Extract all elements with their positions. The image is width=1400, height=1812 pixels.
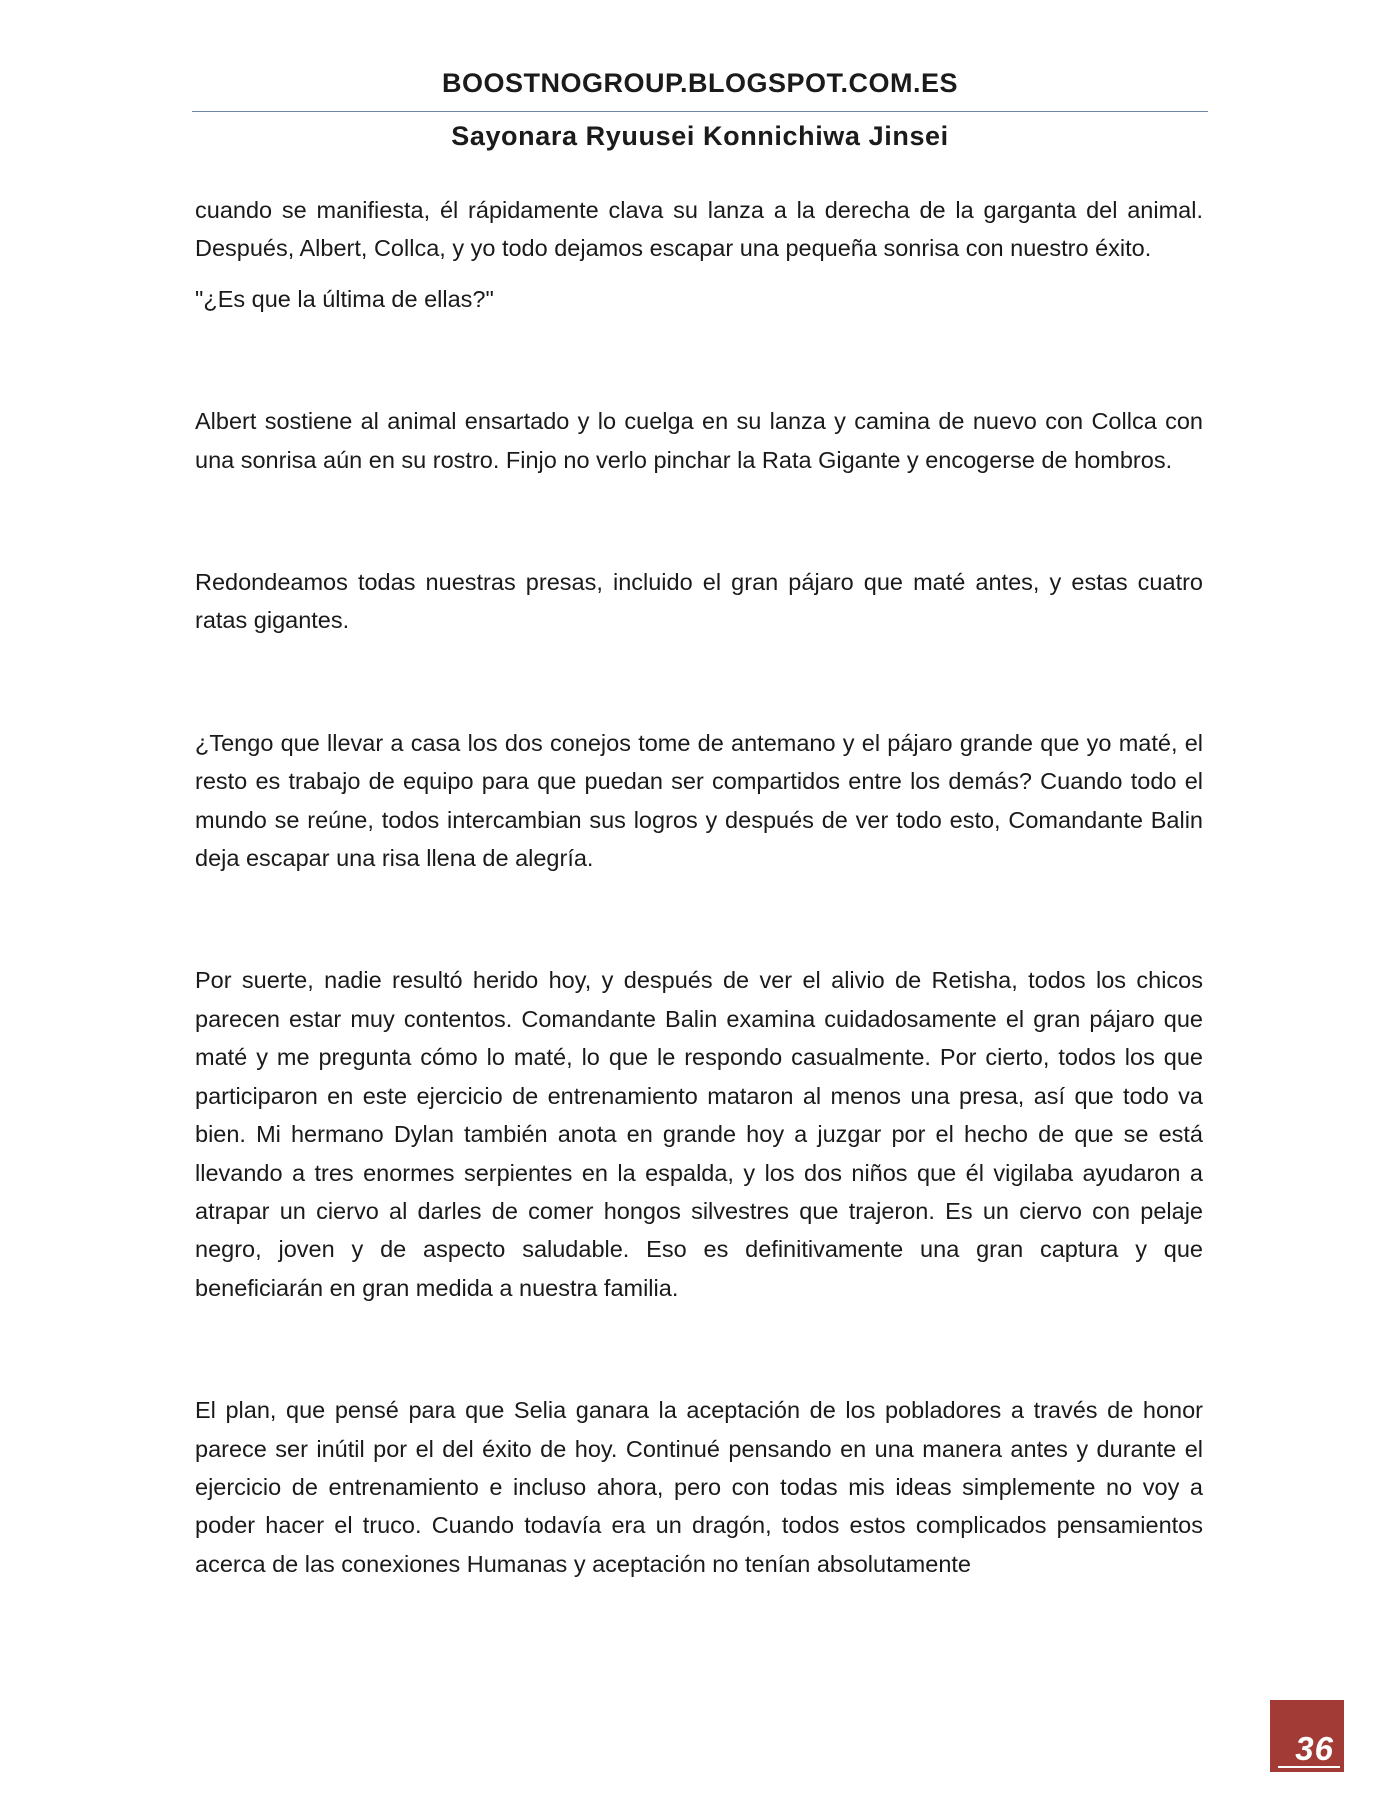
site-header: BOOSTNOGROUP.BLOGSPOT.COM.ES: [441, 68, 959, 98]
header-divider: [192, 111, 1208, 112]
paragraph: "¿Es que la última de ellas?": [195, 285, 494, 312]
body-text: [195, 191, 1203, 1583]
page-number-underline: [1278, 1766, 1340, 1768]
paragraph: Por suerte, nadie resultó herido hoy, y después de ver el alivio de Retisha, todos los chicos parecen estar muy contentos. Comandante Balin examina cuidadosamente el gran pájaro que maté y me pregunta cómo lo maté, lo que le respondo casualmente. Por cierto, todos los que participaron en este ejercicio de entrenamiento mataron al menos una presa, así que todo va bien. Mi hermano Dylan también anota en grande hoy a juzgar por el hecho de que se está llevando a tres enormes serpientes en la espalda, y los dos niños que él vigilaba ayudaron a atrapar un ciervo al darles de comer hongos silvestres que trajeron. Es un ciervo con pelaje negro, joven y de aspecto saludable. Eso es definitivamente una gran captura y que beneficiarán en gran medida a nuestra familia.: [195, 967, 1203, 1301]
paragraph: cuando se manifiesta, él rápidamente clava su lanza a la derecha de la garganta del animal. Después, Albert, Collca, y yo todo dejamos escapar una pequeña sonrisa con nuestro éxito.: [195, 197, 1203, 262]
paragraph: Albert sostiene al animal ensartado y lo cuelga en su lanza y camina de nuevo con Collca con una sonrisa aún en su rostro. Finjo no verlo pinchar la Rata Gigante y encogerse de hombros.: [195, 408, 1203, 473]
paragraph: Redondeamos todas nuestras presas, incluido el gran pájaro que maté antes, y estas cuatro ratas gigantes.: [195, 569, 1203, 634]
paragraph: ¿Tengo que llevar a casa los dos conejos tome de antemano y el pájaro grande que yo maté, el resto es trabajo de equipo para que puedan ser compartidos entre los demás? Cuando todo el mundo se reúne, todos intercambian sus logros y después de ver todo esto, Comandante Balin deja escapar una risa llena de alegría.: [195, 729, 1203, 872]
page-number: 36: [1295, 1730, 1334, 1767]
paragraph: El plan, que pensé para que Selia ganara la aceptación de los pobladores a través de honor parece ser inútil por el del éxito de hoy. Continué pensando en una manera antes y durante el ejercicio de entrenamiento e incluso ahora, pero con todas mis ideas simplemente no voy a poder hacer el truco. Cuando todavía era un dragón, todos estos complicados pensamientos acerca de las conexiones Humanas y aceptación no tenían absolutamente: [195, 1397, 1203, 1577]
document-title: Sayonara Ryuusei Konnichiwa Jinsei: [451, 121, 949, 151]
page-number-badge: [1270, 1700, 1344, 1772]
